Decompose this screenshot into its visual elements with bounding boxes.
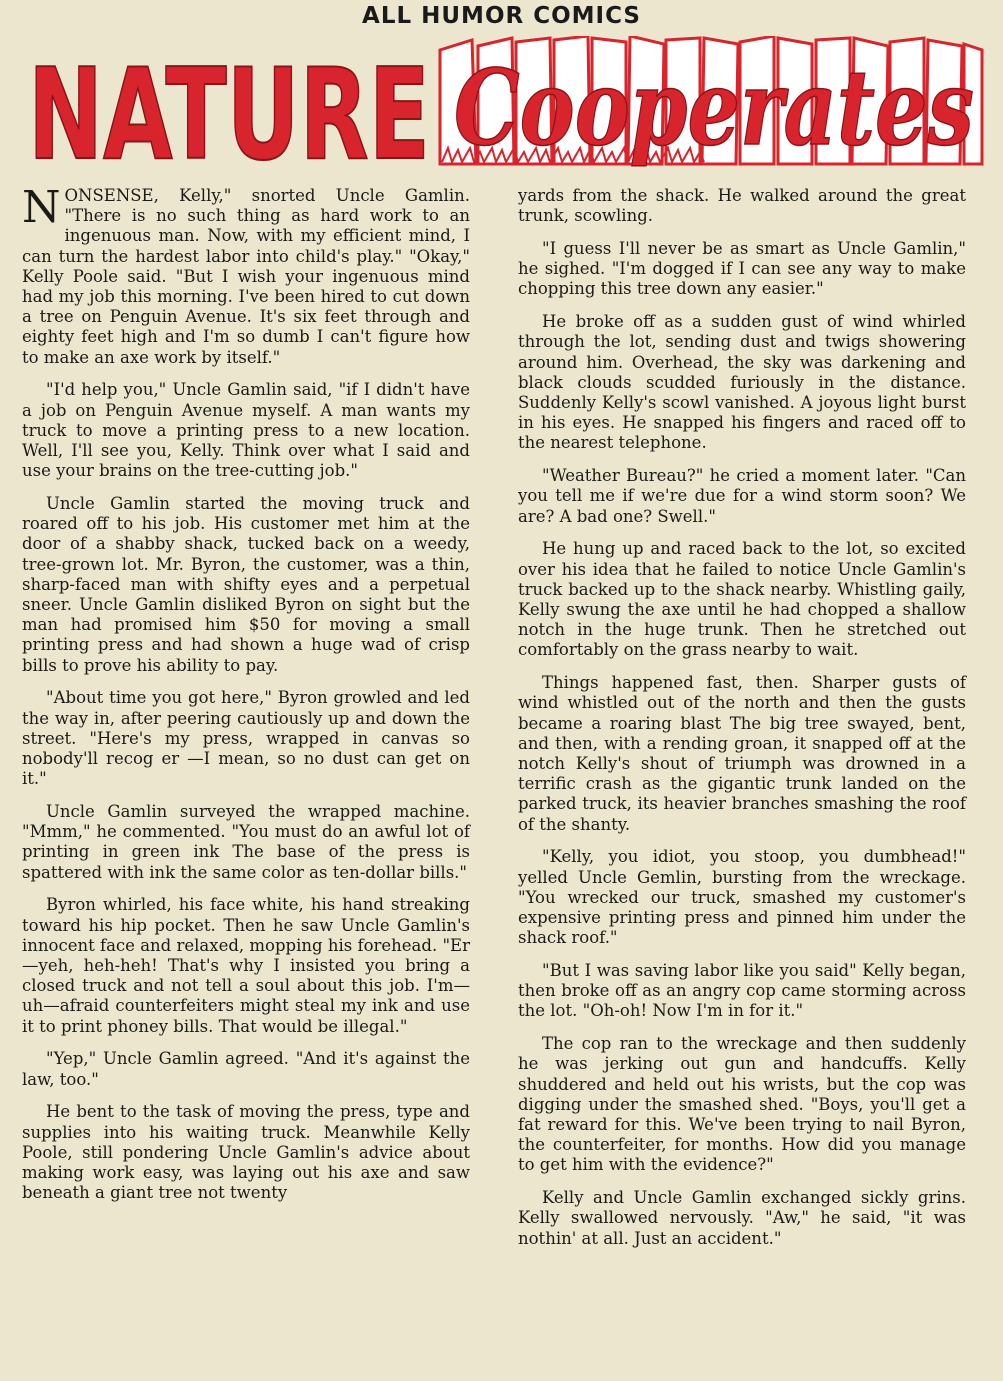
paragraph: Things happened fast, then. Sharper gusts of wind whistled out of the north and then the gusts became a roaring blast The big tree swayed, bent, and then, with a rending groan, it snapped off at the notch Kelly's shout of triumph was drowned in a terrific crash as the gigantic trunk landed on the parked truck, its heavier branches smashing the roof of the shanty. — [518, 673, 966, 834]
drop-cap: N — [22, 182, 61, 233]
publication-header — [0, 0, 1003, 32]
paragraph: yards from the shack. He walked around the great trunk, scowling. — [518, 186, 966, 226]
paragraph: The cop ran to the wreckage and then suddenly he was jerking out gun and handcuffs. Kelly shuddered and held out his wrists, but the cop was digging under the smashed shed. "Boys, you'll get a fat reward for this. We've been trying to nail Byron, the counterfeiter, for months. How did you manage to get him with the evidence?" — [518, 1034, 966, 1175]
paragraph: "I guess I'll never be as smart as Uncle Gamlin," he sighed. "I'm dogged if I can see any way to make chopping this tree down any easier." — [518, 239, 966, 299]
title-art — [22, 36, 984, 170]
column-right — [518, 186, 966, 1376]
story-title — [22, 36, 984, 170]
paragraph: "I'd help you," Uncle Gamlin said, "if I didn't have a job on Penguin Avenue myself. A man wants my truck to move a printing press to a new location. Well, I'll see you, Kelly. Think over what I said and use your brains on the tree-cutting job." — [22, 380, 470, 481]
paragraph: He broke off as a sudden gust of wind whirled through the lot, sending dust and twigs showering around him. Overhead, the sky was darkening and black clouds scudded furiously in the distance. Suddenly Kelly's scowl vanished. A joyous light burst in his eyes. He snapped his fingers and raced off to the nearest telephone. — [518, 312, 966, 453]
paragraph: He hung up and raced back to the lot, so excited over his idea that he failed to notice Uncle Gamlin's truck backed up to the shack nearby. Whistling gaily, Kelly swung the axe until he had chopped a shallow notch in the huge trunk. Then he stretched out comfortably on the grass nearby to wait. — [518, 539, 966, 660]
publication-name: ALL HUMOR COMICS — [362, 3, 641, 29]
title-word-cooperates: Cooperates — [454, 46, 974, 169]
column-left — [22, 182, 470, 1376]
paragraph: "Yep," Uncle Gamlin agreed. "And it's against the law, too." — [22, 1049, 470, 1089]
paragraph: He bent to the task of moving the press, type and supplies into his waiting truck. Meanwhile Kelly Poole, still pondering Uncle Gamlin's advice about making work easy, was laying out his axe and saw beneath a giant tree not twenty — [22, 1102, 470, 1203]
paragraph: Kelly and Uncle Gamlin exchanged sickly grins. Kelly swallowed nervously. "Aw," he said, "it was nothin' at all. Just an accident." — [518, 1188, 966, 1248]
paragraph: Uncle Gamlin surveyed the wrapped machine. "Mmm," he commented. "You must do an awful lot of printing in green ink The base of the press is spattered with ink the same color as ten-dollar bills." — [22, 802, 470, 882]
story-body — [22, 182, 966, 1376]
title-word-nature: NATURE — [28, 41, 431, 170]
paragraph: "About time you got here," Byron growled and led the way in, after peering cautiously up and down the street. "Here's my press, wrapped in canvas so nobody'll recog er —I mean, so no dust can get on it." — [22, 688, 470, 789]
paragraph: "But I was saving labor like you said" Kelly began, then broke off as an angry cop came storming across the lot. "Oh-oh! Now I'm in for it." — [518, 961, 966, 1021]
paragraph: Byron whirled, his face white, his hand streaking toward his hip pocket. Then he saw Uncle Gamlin's innocent face and relaxed, mopping his forehead. "Er—yeh, heh-heh! That's why I insisted you bring a closed truck and not tell a soul about this job. I'm—uh—afraid counterfeiters might steal my ink and use it to print phoney bills. That would be illegal." — [22, 895, 470, 1036]
paragraph: NONSENSE, Kelly," snorted Uncle Gamlin. "There is no such thing as hard work to an ingenuous man. Now, with my efficient mind, I can turn the hardest labor into child's play." "Okay," Kelly Poole said. "But I wish your ingenuous mind had my job this morning. I've been hired to cut down a tree on Penguin Avenue. It's six feet through and eighty feet high and I'm so dumb I can't figure how to make an axe work by itself." — [22, 182, 470, 367]
paragraph: "Weather Bureau?" he cried a moment later. "Can you tell me if we're due for a wind storm soon? We are? A bad one? Swell." — [518, 466, 966, 526]
paragraph: "Kelly, you idiot, you stoop, you dumbhead!" yelled Uncle Gemlin, bursting from the wreckage. "You wrecked our truck, smashed my customer's expensive printing press and pinned him under the shack roof." — [518, 847, 966, 948]
paragraph: Uncle Gamlin started the moving truck and roared off to his job. His customer met him at the door of a shabby shack, tucked back on a weedy, tree-grown lot. Mr. Byron, the customer, was a thin, sharp-faced man with shifty eyes and a perpetual sneer. Uncle Gamlin disliked Byron on sight but the man had promised him $50 for moving a small printing press and had shown a huge wad of crisp bills to prove his ability to pay. — [22, 494, 470, 675]
